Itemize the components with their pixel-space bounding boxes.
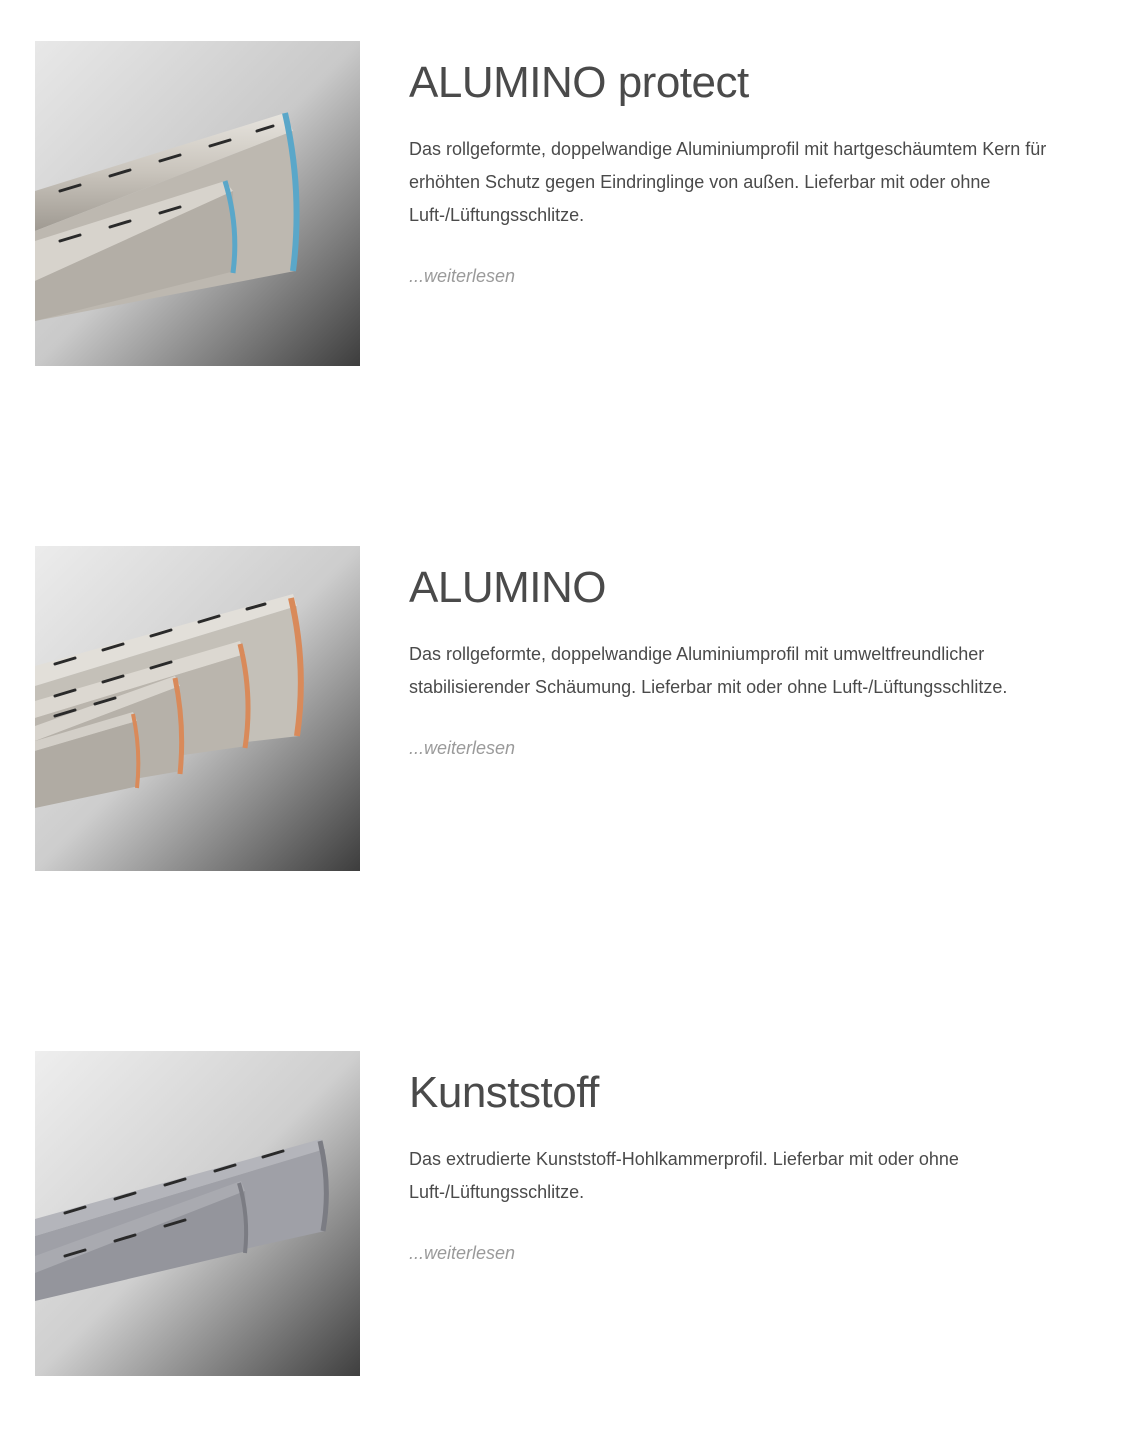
product-text xyxy=(409,546,1109,759)
product-text xyxy=(409,41,1109,287)
product-alumino xyxy=(35,546,1105,872)
product-kunststoff xyxy=(35,1051,1105,1377)
shutter-profile-image xyxy=(35,1051,360,1376)
product-alumino-protect xyxy=(35,41,1105,367)
product-title: ALUMINO xyxy=(409,563,606,612)
read-more-link[interactable]: ...weiterlesen xyxy=(409,738,516,758)
product-description: Das rollgeformte, doppelwandige Aluminiumprofil mit hartgeschäumtem Kern für erhöhten Schutz gegen Eindringlinge von außen. Lieferbar mit oder ohne Luft-/Lüftungsschlitze. xyxy=(409,139,1047,225)
shutter-profile-image xyxy=(35,41,360,366)
product-image-alumino xyxy=(35,546,360,871)
read-more-link[interactable]: ...weiterlesen xyxy=(409,1243,516,1263)
product-title: Kunststoff xyxy=(409,1068,599,1117)
shutter-profile-image xyxy=(35,546,360,871)
product-text xyxy=(409,1051,1109,1264)
product-image-alumino-protect xyxy=(35,41,360,366)
product-description: Das rollgeformte, doppelwandige Aluminiumprofil mit umweltfreundlicher stabilisierender Schäumung. Lieferbar mit oder ohne Luft-/Lüftungsschlitze. xyxy=(409,644,1008,697)
product-image-kunststoff xyxy=(35,1051,360,1376)
product-description: Das extrudierte Kunststoff-Hohlkammerprofil. Lieferbar mit oder ohne Luft-/Lüftungsschlitze. xyxy=(409,1149,959,1202)
read-more-link[interactable]: ...weiterlesen xyxy=(409,266,516,286)
product-title: ALUMINO protect xyxy=(409,58,749,107)
